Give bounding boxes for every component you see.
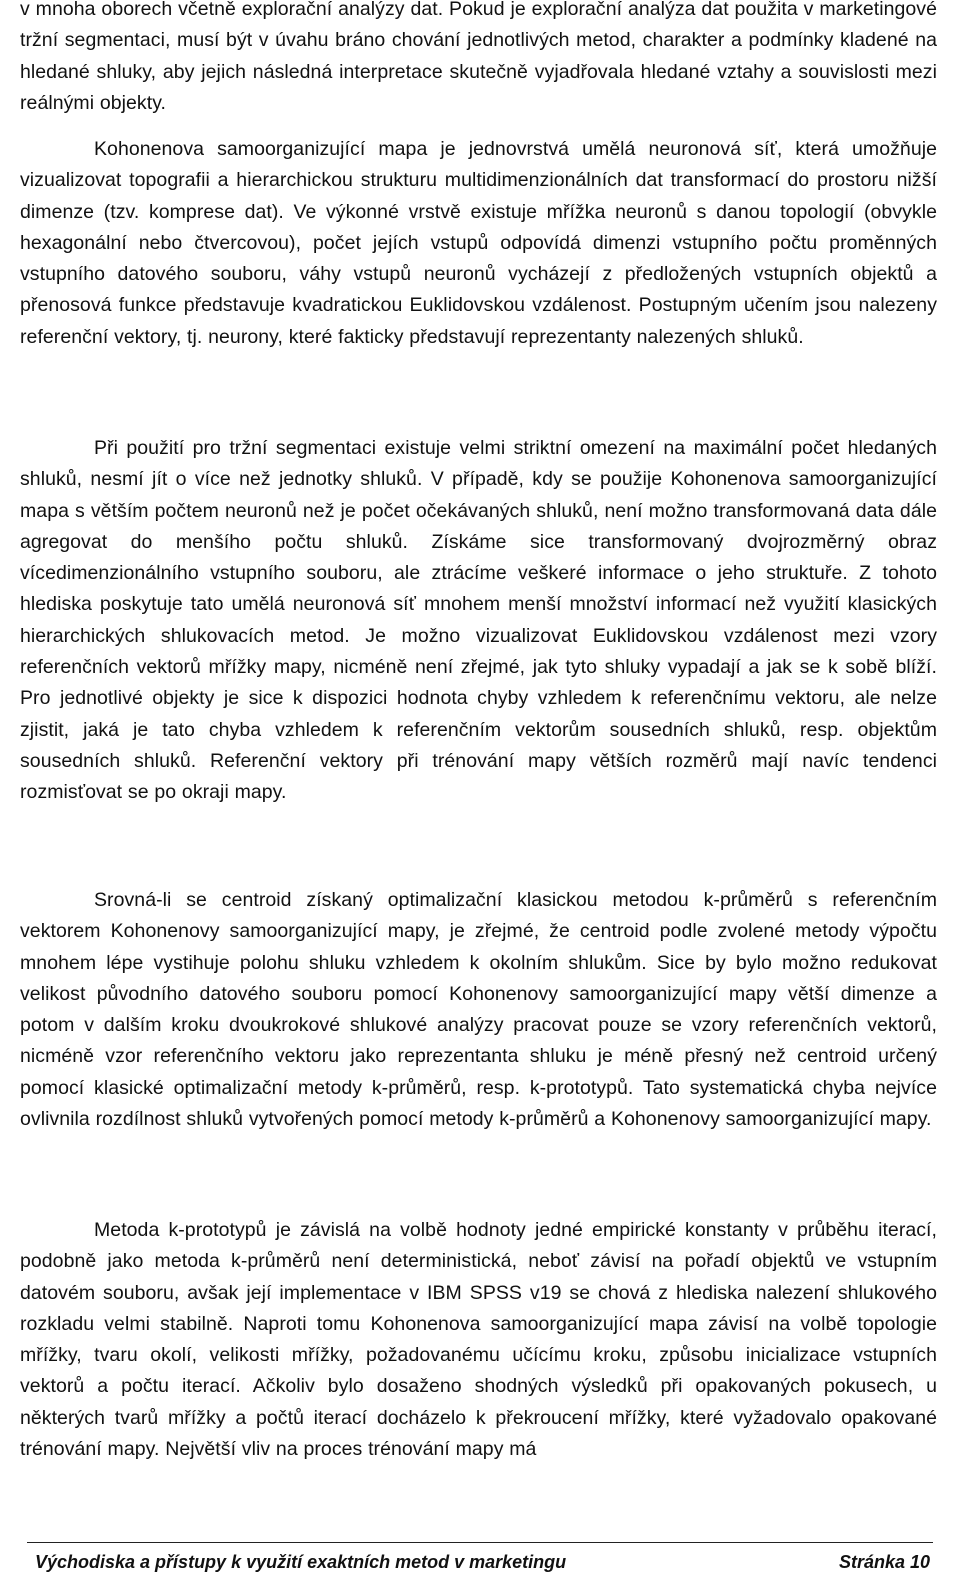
paragraph-centroid-comparison: Srovná-li se centroid získaný optimalizační klasickou metodou k-průměrů s referenčním vektorem Kohonenovy samoorganizující mapy, je zřejmé, že centroid podle zvolené metody výpočtu mnohem lépe vystihuje polohu shluku vzhledem k okolním shlukům. Sice by bylo možno redukovat velikost původního datového souboru pomocí Kohonenovy samoorganizující mapy větší dimenze a potom v dalším kroku dvoukrokové shlukové analýzy pracovat pouze se vzory referenčních vektorů, nicméně vzor referenčního vektoru jako reprezentanta shluku je méně přesný než centroid určený pomocí klasické optimalizační metody k-průměrů, resp. k-prototypů. Tato systematická chyba nejvíce ovlivnila rozdílnost shluků vytvořených pomocí metody k-průměrů a Kohonenovy samoorganizující mapy. xyxy=(20,889,937,1131)
paragraph-segmentation-limits: Při použití pro tržní segmentaci existuje velmi striktní omezení na maximální počet hledaných shluků, nesmí jít o více než jednotky shluků. V případě, kdy se použije Kohonenova samoorganizující mapa s větším počtem neuronů než je počet očekávaných shluků, není možno transformovaná data dále agregovat do menšího počtu shluků. Získáme sice transformovaný dvojrozměrný obraz vícedimenzionálního vstupního souboru, ale ztrácíme veškeré informace o jeho struktuře. Z tohoto hlediska poskytuje tato umělá neuronová síť mnohem menší množství informací než využití klasických hierarchických shlukovacích metod. Je možno vizualizovat Euklidovskou vzdálenost mezi vzory referenčních vektorů mřížky mapy, nicméně není zřejmé, jak tyto shluky vypadají a jak se k sobě blíží. Pro jednotlivé objekty je sice k dispozici hodnota chyby vzhledem k referenčnímu vektoru, ale nelze zjistit, jaká je tato chyba vzhledem k referenčním vektorům sousedních shluků, resp. objektům sousedních shluků. Referenční vektory při trénování mapy větších rozměrů mají navíc tendenci rozmisťovat se po okraji mapy. xyxy=(20,437,937,804)
paragraph-kohonen-som: Kohonenova samoorganizující mapa je jednovrstvá umělá neuronová síť, která umožňuje vizualizovat topografii a hierarchickou strukturu multidimenzionálních dat transformací do prostoru nižší dimenze (tzv. komprese dat). Ve výkonné vrstvě existuje mřížka neuronů s danou topologií (obvykle hexagonální nebo čtvercovou), počet jejích vstupů odpovídá dimenzi vstupního počtu proměnných vstupního datového souboru, váhy vstupů neuronů vycházejí z předložených vstupních objektů a přenosová funkce představuje kvadratickou Euklidovskou vzdálenost. Postupným učením jsou nalezeny referenční vektory, tj. neurony, které fakticky představují reprezentanty nalezených shluků. xyxy=(20,138,937,348)
footer-divider xyxy=(27,1542,933,1543)
footer-page-number: Stránka 10 xyxy=(838,1552,930,1572)
page-footer xyxy=(30,1547,930,1577)
footer-document-title: Východiska a přístupy k využití exaktních metod v marketingu xyxy=(35,1552,567,1572)
paragraph-continuation: v mnoha oborech včetně explorační analýzy dat. Pokud je explorační analýza dat použita v marketingové tržní segmentaci, musí být v úvahu bráno chování jednotlivých metod, charakter a podmínky kladené na hledané shluky, aby jejich následná interpretace skutečně vyjadřovala hledané vztahy a souvislosti mezi reálnými objekty. xyxy=(20,0,937,114)
paragraph-k-prototypes: Metoda k-prototypů je závislá na volbě hodnoty jedné empirické konstanty v průběhu iterací, podobně jako metoda k-průměrů není deterministická, neboť závisí na pořadí objektů ve vstupním datovém souboru, avšak její implementace v IBM SPSS v19 se chová z hlediska nalezení shlukového rozkladu velmi stabilně. Naproti tomu Kohonenova samoorganizující mapa závisí na volbě topologie mřížky, tvaru okolí, velikosti mřížky, požadovanému učícímu kroku, způsobu inicializace vstupních vektorů a počtu iterací. Ačkoliv bylo dosaženo shodných výsledků při opakovaných pokusech, u některých tvarů mřížky a počtů iterací docházelo k překroucení mřížky, které vyžadovalo opakované trénování mapy. Největší vliv na proces trénování mapy má xyxy=(20,1219,937,1461)
